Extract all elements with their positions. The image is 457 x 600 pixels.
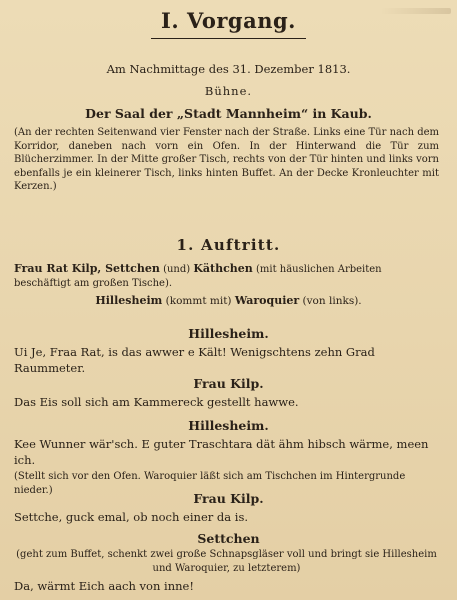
speaker-name: Frau Kilp. — [193, 491, 264, 506]
cast1-note: (mit häuslichen Arbeiten beschäftigt am großen Tische). — [14, 264, 382, 289]
speech-text: Settche, guck emal, ob noch einer da is. — [14, 510, 249, 524]
stage-description-text: (An der rechten Seitenwand vier Fenster nach der Straße. Links eine Tür nach dem Korridor, daneben nach vorn ein Ofen. In der Hinterwand die Tür zum Blücherzimmer. In der Mitte großer Tisch, rechts von der Tür hinten und links vorn ebenfalls je ein kleinerer Tisch, links hinten Buffet. An der Decke Kronleuchter mit Kerzen.) — [14, 127, 439, 193]
cast1-name1: Frau Rat Kilp, Settchen — [14, 262, 160, 275]
speech-text: Ui Je, Fraa Rat, is das awwer e Kält! Wenigschtens zehn Grad Raummeter. — [14, 345, 375, 375]
scene-title: 1. Auftritt. — [176, 236, 281, 254]
cast2-name2: Waroquier — [234, 294, 300, 307]
cast-line-1 — [14, 262, 439, 291]
speech-text: Kee Wunner wär'sch. E guter Traschtara dät ähm hibsch wärme, meen ich. — [14, 437, 429, 467]
cast1-name2: Käthchen — [193, 262, 253, 275]
speaker-name: Hillesheim. — [188, 326, 269, 341]
stage-label: Bühne. — [204, 84, 253, 98]
time-line: Am Nachmittage des 31. Dezember 1813. — [106, 62, 351, 76]
speaker-name: Settchen — [197, 531, 260, 546]
speech-text: Da, wärmt Eich aach von inne! — [14, 579, 194, 593]
cast-line-2 — [0, 294, 457, 307]
stage-description — [14, 126, 439, 194]
cast1-connector: (und) — [163, 264, 191, 275]
speech-text: Das Eis soll sich am Kammereck gestellt hawwe. — [14, 395, 299, 409]
act-title: I. Vorgang. — [161, 8, 296, 33]
stage-direction: (geht zum Buffet, schenkt zwei große Schnapsgläser voll und bringt sie Hillesheim und Waroquier, zu letzterem) — [16, 549, 437, 574]
title-rule — [151, 38, 306, 39]
speaker-name: Frau Kilp. — [193, 376, 264, 391]
stage-direction: (Stellt sich vor den Ofen. Waroquier läßt sich am Tischchen im Hintergrunde nieder.) — [14, 471, 406, 496]
speaker-name: Hillesheim. — [188, 418, 269, 433]
cast2-note1: (kommt mit) — [165, 295, 232, 307]
cast2-note2: (von links). — [302, 295, 362, 307]
cast2-name1: Hillesheim — [95, 294, 163, 307]
location-heading: Der Saal der „Stadt Mannheim“ in Kaub. — [85, 106, 372, 121]
